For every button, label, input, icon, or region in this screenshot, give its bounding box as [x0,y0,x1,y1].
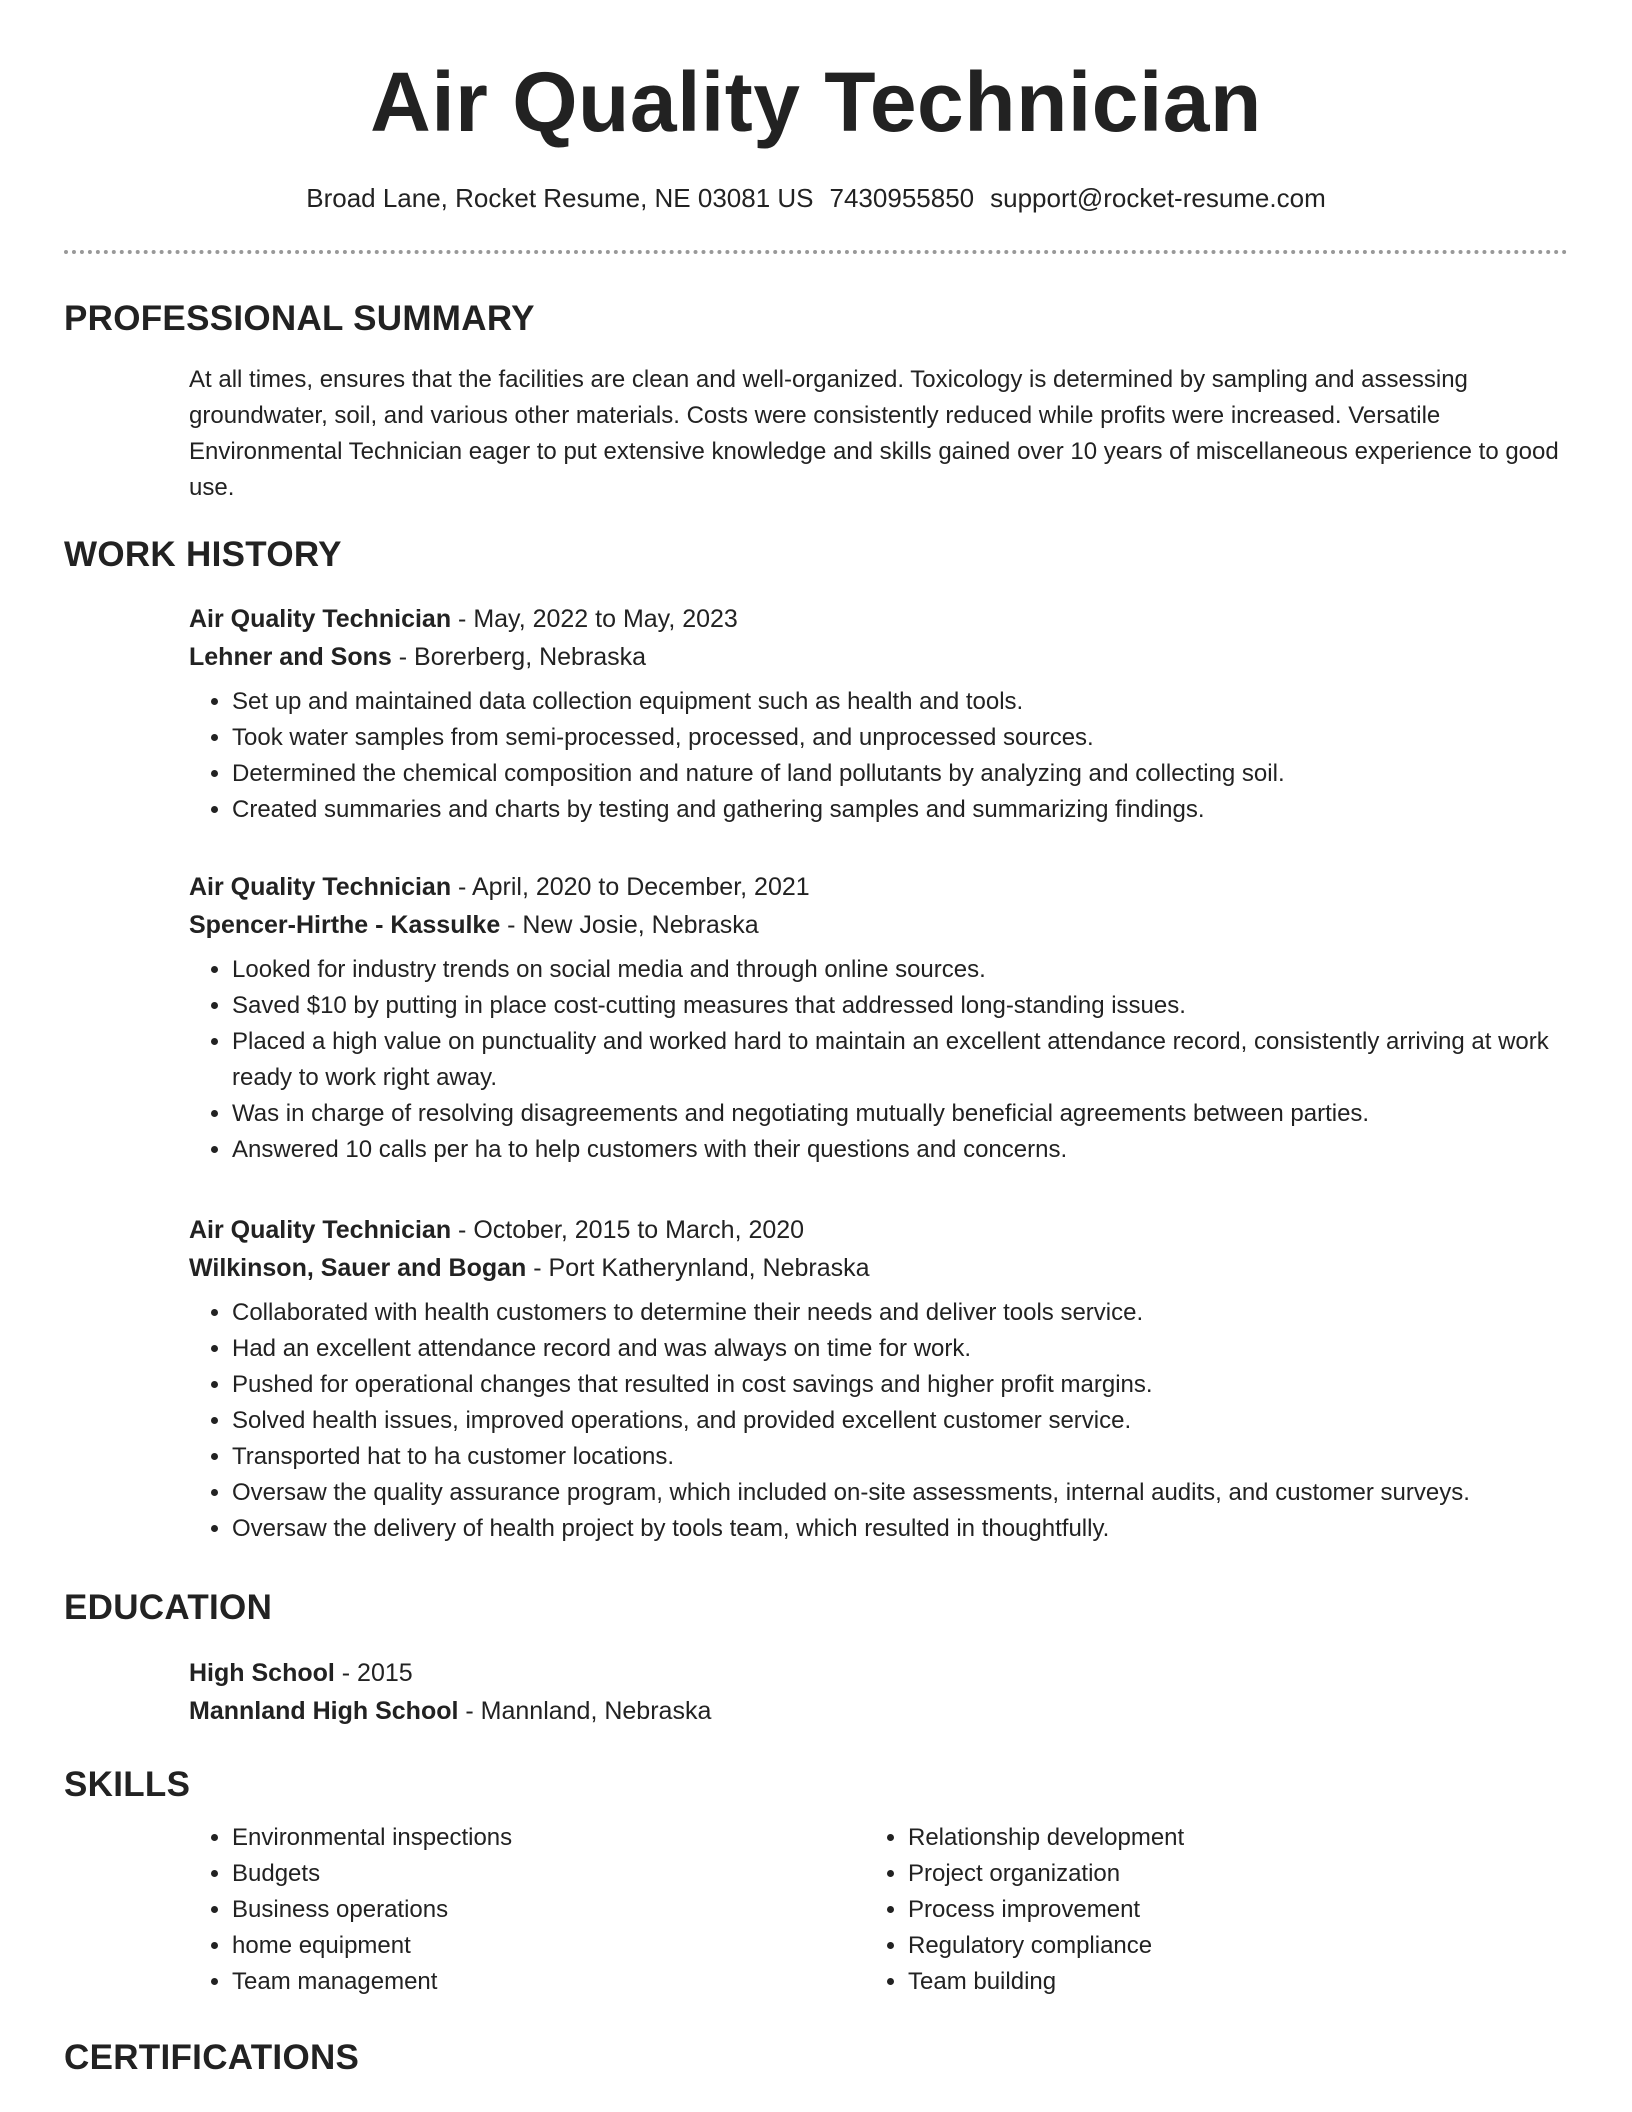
section-title-work-history: WORK HISTORY [64,535,342,574]
job-entry [189,868,1569,1168]
contact-line [64,180,1568,216]
list-item: • Placed a high value on punctuality and worked hard to maintain an excellent attendance record, consistently arriving at work ready to work right away. [232,1024,1569,1096]
job-dates: - October, 2015 to March, 2020 [451,1216,805,1244]
list-item: • Oversaw the delivery of health project by tools team, which resulted in thoughtfully. [232,1511,1569,1547]
list-item: • Had an excellent attendance record and was always on time for work. [232,1331,1569,1367]
job-entry [189,600,1569,828]
list-item: • Solved health issues, improved operations, and provided excellent customer service. [232,1403,1569,1439]
list-item: • Set up and maintained data collection equipment such as health and tools. [232,684,1569,720]
job-company: Lehner and Sons [189,643,392,671]
skill-item: • Team building [908,1964,1525,2000]
skill-item: • Team management [232,1964,849,2000]
skill-item: • Process improvement [908,1892,1525,1928]
job-company-line [189,638,1569,676]
education-degree: High School [189,1659,335,1687]
job-title-line [189,600,1569,638]
contact-email: support@rocket-resume.com [990,183,1326,213]
job-bullets [189,684,1569,828]
list-item: • Saved $10 by putting in place cost-cutting measures that addressed long-standing issues. [232,988,1569,1024]
education-location: - Mannland, Nebraska [458,1697,712,1725]
job-title-line [189,868,1569,906]
education-school-line [189,1692,1569,1730]
skill-item: • Regulatory compliance [908,1928,1525,1964]
section-title-skills: SKILLS [64,1765,191,1804]
list-item: • Pushed for operational changes that resulted in cost savings and higher profit margins. [232,1367,1569,1403]
contact-address: Broad Lane, Rocket Resume, NE 03081 US [306,183,814,213]
job-location: - Borerberg, Nebraska [391,643,647,671]
job-company-line [189,1249,1569,1287]
education-school: Mannland High School [189,1697,459,1725]
resume-name: Air Quality Technician [370,55,1262,149]
education-entry [189,1654,1569,1730]
list-item: • Oversaw the quality assurance program, which included on-site assessments, internal audits, and customer surveys. [232,1475,1569,1511]
section-title-certifications: CERTIFICATIONS [64,2038,360,2077]
job-entry [189,1211,1569,1547]
list-item: • Was in charge of resolving disagreements and negotiating mutually beneficial agreements between parties. [232,1096,1569,1132]
list-item: • Looked for industry trends on social media and through online sources. [232,952,1569,988]
skill-item: • home equipment [232,1928,849,1964]
list-item: • Determined the chemical composition and nature of land pollutants by analyzing and collecting soil. [232,756,1569,792]
job-dates: - April, 2020 to December, 2021 [451,873,810,901]
job-position: Air Quality Technician [189,605,452,633]
section-title-summary: PROFESSIONAL SUMMARY [64,299,535,338]
job-title-line [189,1211,1569,1249]
list-item: • Collaborated with health customers to determine their needs and deliver tools service. [232,1295,1569,1331]
section-title-education: EDUCATION [64,1588,273,1627]
summary-block [189,362,1569,506]
skill-item: • Project organization [908,1856,1525,1892]
job-company-line [189,906,1569,944]
job-location: - Port Katherynland, Nebraska [526,1254,870,1282]
job-dates: - May, 2022 to May, 2023 [451,605,738,633]
job-company: Wilkinson, Sauer and Bogan [189,1254,527,1282]
education-year: - 2015 [334,1659,413,1687]
list-item: • Transported hat to ha customer locations. [232,1439,1569,1475]
header-divider [64,250,1568,254]
skill-item: • Relationship development [908,1820,1525,1856]
job-position: Air Quality Technician [189,873,452,901]
job-bullets [189,1295,1569,1547]
skills-column-left [189,1820,849,2000]
education-degree-line [189,1654,1569,1692]
skill-item: • Budgets [232,1856,849,1892]
list-item: • Created summaries and charts by testing and gathering samples and summarizing findings. [232,792,1569,828]
skill-item: • Business operations [232,1892,849,1928]
list-item: • Took water samples from semi-processed, processed, and unprocessed sources. [232,720,1569,756]
skills-column-right [865,1820,1525,2000]
job-company: Spencer-Hirthe - Kassulke [189,911,501,939]
job-position: Air Quality Technician [189,1216,452,1244]
skill-item: • Environmental inspections [232,1820,849,1856]
list-item: • Answered 10 calls per ha to help customers with their questions and concerns. [232,1132,1569,1168]
summary-text: At all times, ensures that the facilities are clean and well-organized. Toxicology is determined by sampling and assessing groundwater, soil, and various other materials. Costs were consistently reduced while profits were increased. Versatile Environmental Technician eager to put extensive knowledge and skills gained over 10 years of miscellaneous experience to good use. [189,366,1559,501]
job-bullets [189,952,1569,1168]
contact-phone: 7430955850 [829,183,975,213]
job-location: - New Josie, Nebraska [500,911,759,939]
